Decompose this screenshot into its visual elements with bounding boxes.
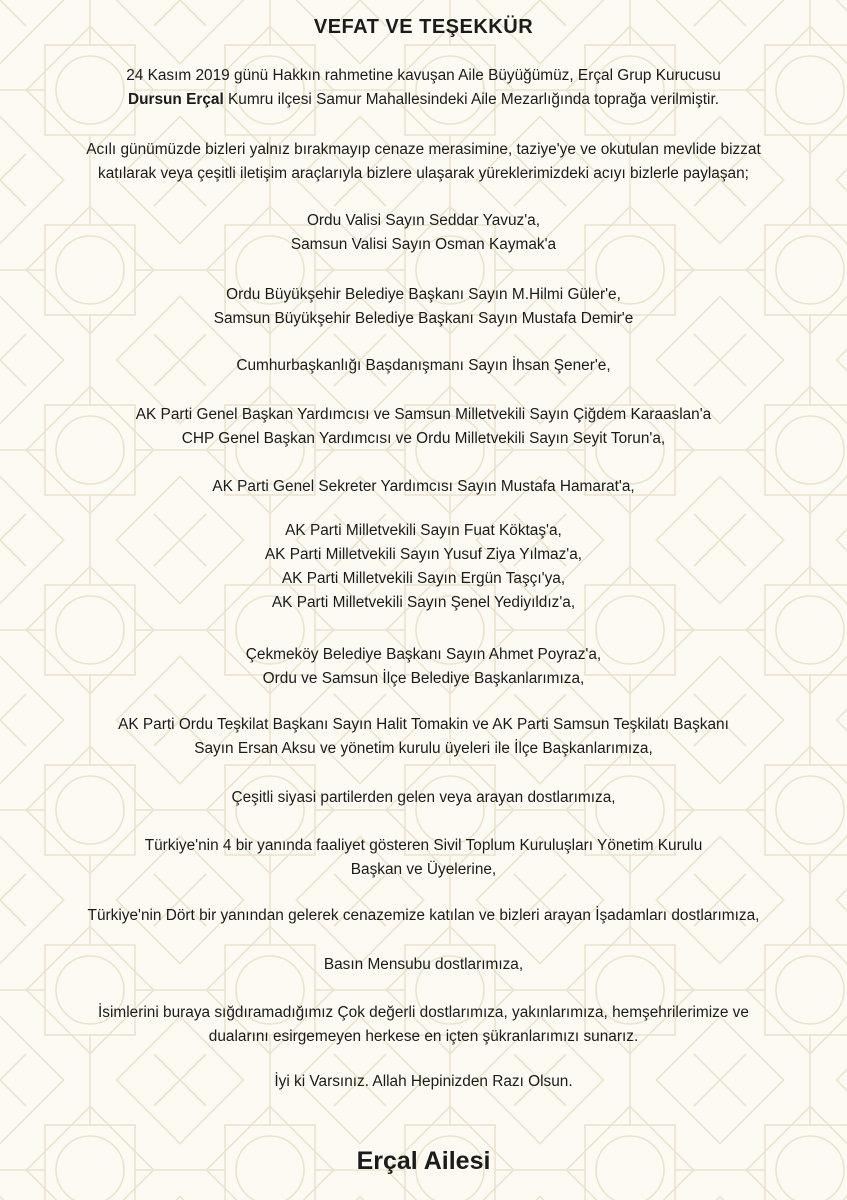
thanks-recipient: AK Parti Genel Başkan Yardımcısı ve Samsun Milletvekili Sayın Çiğdem Karaaslan'a [135,406,712,423]
thanks-recipient: Ordu Valisi Sayın Seddar Yavuz'a, [306,212,541,229]
thanks-recipient: AK Parti Milletvekili Sayın Yusuf Ziya Yılmaz'a, [264,546,583,563]
thanks-group [0,786,847,810]
thanks-group [0,354,847,378]
thanks-recipient: Samsun Valisi Sayın Osman Kaymak'a [290,236,557,253]
family-signature: Erçal Ailesi [356,1147,491,1175]
thanks-recipient: Samsun Büyükşehir Belediye Başkanı Sayın Mustafa Demir'e [213,310,634,327]
thanks-group [0,283,847,331]
thanks-group [0,1001,847,1049]
thanks-group [0,519,847,615]
thanks-recipient: AK Parti Milletvekili Sayın Şenel Yediyıldız'a, [271,594,576,611]
closing-line [0,1070,847,1094]
thanks-group [0,904,847,928]
thanks-recipient: Basın Mensubu dostlarımıza, [323,956,524,973]
closing-text: İyi ki Varsınız. Allah Hepinizden Razı Olsun. [274,1073,573,1090]
thanks-group [0,834,847,882]
thanks-group [0,643,847,691]
thanks-line: katılarak veya çeşitli iletişim araçlarıyla bizlere ulaşarak yüreklerimizdeki acıyı bizlerle paylaşan; [98,165,749,182]
thanks-recipient: Ordu Büyükşehir Belediye Başkanı Sayın M.Hilmi Güler'e, [226,286,621,303]
thanks-group [0,713,847,761]
thanks-group [0,953,847,977]
thanks-recipient: AK Parti Genel Sekreter Yardımcısı Sayın Mustafa Hamarat'a, [212,478,635,495]
thanks-recipient: AK Parti Ordu Teşkilat Başkanı Sayın Halit Tomakin ve AK Parti Samsun Teşkilatı Başkanı [118,716,729,733]
thanks-line: Acılı günümüzde bizleri yalnız bırakmayıp cenaze merasimine, taziye'ye ve okutulan mevlide bizzat [86,141,761,158]
thanks-recipient: AK Parti Milletvekili Sayın Ergün Taşçı'ya, [281,570,566,587]
thanks-recipient: CHP Genel Başkan Yardımcısı ve Ordu Milletvekili Sayın Seyit Torun'a, [181,430,666,447]
intro-line [0,88,847,112]
thanks-group [0,475,847,499]
thanks-paragraph [0,138,847,186]
thanks-recipient: AK Parti Milletvekili Sayın Fuat Köktaş'a, [285,522,562,539]
thanks-recipient: Çeşitli siyasi partilerden gelen veya arayan dostlarımıza, [231,789,616,806]
intro-paragraph [0,64,847,112]
thanks-recipient: dualarını esirgemeyen herkese en içten şükranlarımızı sunarız. [208,1028,639,1045]
thanks-group [0,403,847,451]
thanks-recipient: Türkiye'nin Dört bir yanından gelerek cenazemize katılan ve bizleri arayan İşadamları dostlarımıza, [87,907,760,924]
thanks-recipient: Başkan ve Üyelerine, [350,861,497,878]
thanks-recipient: İsimlerini buraya sığdıramadığımız Çok değerli dostlarımıza, yakınlarımıza, hemşehrilerimize ve [98,1004,749,1021]
thanks-recipient: Cumhurbaşkanlığı Başdanışmanı Sayın İhsan Şener'e, [236,357,611,374]
thanks-recipient: Türkiye'nin 4 bir yanında faaliyet gösteren Sivil Toplum Kuruluşları Yönetim Kurulu [144,837,703,854]
thanks-recipient: Ordu ve Samsun İlçe Belediye Başkanlarımıza, [262,670,585,687]
intro-line: 24 Kasım 2019 günü Hakkın rahmetine kavuşan Aile Büyüğümüz, Erçal Grup Kurucusu [126,67,721,84]
thanks-group [0,209,847,257]
thanks-recipient: Sayın Ersan Aksu ve yönetim kurulu üyeleri ile İlçe Başkanlarımıza, [194,740,653,757]
thanks-recipient: Çekmeköy Belediye Başkanı Sayın Ahmet Poyraz'a, [245,646,602,663]
intro-line-rest: Kumru ilçesi Samur Mahallesindeki Aile Mezarlığında toprağa verilmiştir. [223,91,720,108]
notice-title: VEFAT VE TEŞEKKÜR [313,16,534,38]
deceased-name: Dursun Erçal [127,91,224,108]
